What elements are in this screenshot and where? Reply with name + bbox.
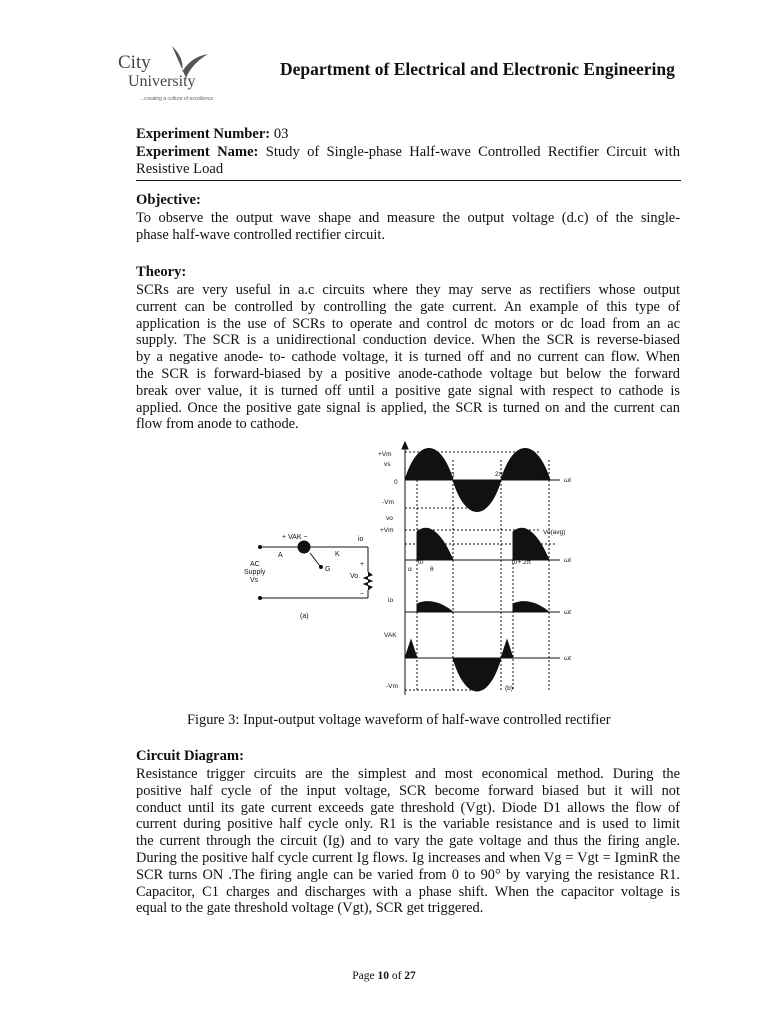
logo-tagline: ...creating a culture of excellence — [140, 96, 214, 102]
wave-label-io: io — [388, 597, 394, 604]
page-current: 10 — [377, 970, 389, 982]
circuit-diagram-heading: Circuit Diagram: — [136, 748, 244, 764]
logo-text-city: City — [118, 52, 151, 73]
circuit-line: positive half cycle of the input voltage, SCR become forward biased but it will not — [136, 782, 680, 799]
circuit-line: equal to the gate threshold voltage (Vgt), SCR get triggered. — [136, 900, 484, 917]
wave-label-part-b: (b) — [505, 685, 513, 692]
theory-line: flow from anode to cathode. — [136, 416, 299, 433]
vs-waveform — [405, 449, 550, 512]
label-anode: A — [278, 552, 283, 559]
label-cathode: K — [335, 551, 340, 558]
page-of: of — [388, 970, 405, 982]
label-part-a: (a) — [300, 613, 309, 620]
wave-label-alpha: α — [408, 566, 412, 573]
objective-line: To observe the output wave shape and measure the output voltage (d.c) of the single- — [136, 210, 680, 226]
label-gate: G — [325, 566, 331, 573]
circuit-line: the current through the circuit (Ig) and to vary the gate voltage and thus the firing angle. — [136, 833, 680, 850]
objective-paragraph — [136, 210, 680, 244]
theory-line: application is the use of SCRs to operate and control dc motors or dc load from an ac — [136, 315, 680, 332]
wave-label-vm-neg2: -Vm — [386, 683, 398, 690]
theory-line: by a negative anode- to- cathode voltage, it is turned off and no current can flow. When — [136, 349, 680, 366]
wave-label-vm-pos: +Vm — [378, 451, 392, 458]
experiment-number-label: Experiment Number: — [136, 126, 271, 142]
theory-line: the SCR is forward-biased by a positive anode-cathode voltage but below the forward — [136, 365, 680, 382]
theory-line: SCRs are very useful in a.c circuits where they may serve as rectifiers whose output — [136, 282, 680, 298]
wave-label-three-pi: 3π — [540, 471, 549, 478]
scr-symbol-icon — [298, 541, 310, 553]
figure-caption: Figure 3: Input-output voltage waveform of half-wave controlled rectifier — [187, 712, 611, 728]
wave-label-t0: t0 — [418, 559, 424, 566]
io-waveform-2 — [513, 602, 549, 612]
waveforms — [378, 442, 571, 695]
wave-label-theta: θ — [430, 566, 434, 573]
city-university-logo — [110, 42, 220, 104]
label-plus: + — [360, 561, 365, 568]
io-waveform-1 — [417, 602, 453, 612]
page-footer — [0, 970, 768, 982]
label-minus: − — [360, 591, 365, 598]
wave-label-omega-t-1: ωt — [564, 477, 571, 484]
wave-label-t0-2pi: t0+ 2π — [512, 559, 532, 566]
rectifier-figure — [240, 440, 600, 702]
circuit-line: SCR turns ON .The firing angle can be varied from 0 to 90° by varying the resistance R1. — [136, 866, 680, 883]
theory-line: current can be controlled by controlling the gate current. An example of this type of — [136, 298, 680, 315]
wave-label-vak: VAK — [384, 632, 397, 639]
label-io: io — [358, 536, 364, 543]
circuit-line: Resistance trigger circuits are the simplest and most economical method. During the — [136, 766, 680, 782]
objective-heading: Objective: — [136, 192, 201, 208]
objective-line: phase half-wave controlled rectifier circuit. — [136, 226, 385, 243]
circuit-line: conduct until its gate current exceeds gate threshold (Vgt). Diode D1 allows the flow of — [136, 799, 680, 816]
circuit-diagram-paragraph — [136, 766, 680, 917]
gate-lead — [310, 553, 320, 566]
theory-paragraph — [136, 282, 680, 433]
department-title: Department of Electrical and Electronic Engineering — [280, 59, 675, 79]
wave-label-two-pi: 2π — [495, 471, 504, 478]
wave-label-zero: 0 — [394, 479, 398, 486]
label-supply: Supply — [244, 569, 266, 576]
axis-arrow-icon — [402, 442, 408, 449]
circuit-line: During the positive half cycle current Ig flows. Ig increases and when Vg = Vgt = IgminR the — [136, 849, 680, 866]
header-divider — [136, 180, 681, 181]
wave-label-vm: +Vm — [380, 527, 394, 534]
page-total: 27 — [404, 970, 416, 982]
wave-label-vo-avg: Vo(avg) — [543, 529, 566, 536]
logo-text-university: University — [128, 73, 196, 90]
theory-line: applied. Once the positive gate signal is applied, the SCR is turned on and the current can — [136, 399, 680, 416]
wave-label-omega-t-4: ωt — [564, 655, 571, 662]
vak-waveform-rev — [453, 640, 513, 691]
wave-label-pi: π — [450, 471, 455, 478]
label-vs: Vs — [250, 577, 259, 584]
wave-label-vm-neg: -Vm — [382, 499, 394, 506]
experiment-name-line1 — [136, 144, 680, 161]
vak-waveform-fwd — [405, 640, 417, 658]
theory-heading: Theory: — [136, 264, 187, 280]
experiment-number-value: 03 — [270, 126, 289, 142]
wave-label-omega-t-3: ωt — [564, 609, 571, 616]
theory-line: break over value, it is turned off until a positive gate signal with respect to cathode is — [136, 382, 680, 399]
page-prefix: Page — [352, 970, 378, 982]
label-vak: + VAK − — [282, 534, 308, 541]
theory-line: supply. The SCR is a unidirectional conduction device. When the SCR is reverse-biased — [136, 332, 680, 349]
label-ac: AC — [250, 561, 260, 568]
experiment-number — [136, 126, 680, 143]
circuit-line: Capacitor, C1 charges and discharges with a phase shift. When the capacitor voltage is — [136, 883, 680, 900]
wave-label-vo: vo — [386, 515, 393, 522]
label-vo: Vo — [350, 573, 359, 580]
circuit-line: current during positive half cycle only. R1 is the variable resistance and is used to limit — [136, 816, 680, 833]
circuit-schematic — [244, 534, 372, 620]
resistor-icon — [364, 572, 372, 590]
experiment-name-line2: Resistive Load — [136, 161, 224, 177]
wave-label-omega-t-2: ωt — [564, 557, 571, 564]
experiment-name-value: Study of Single-phase Half-wave Controlled Rectifier Circuit with — [258, 144, 680, 160]
experiment-name-label: Experiment Name: — [136, 144, 259, 160]
wave-label-vs: vs — [384, 461, 391, 468]
